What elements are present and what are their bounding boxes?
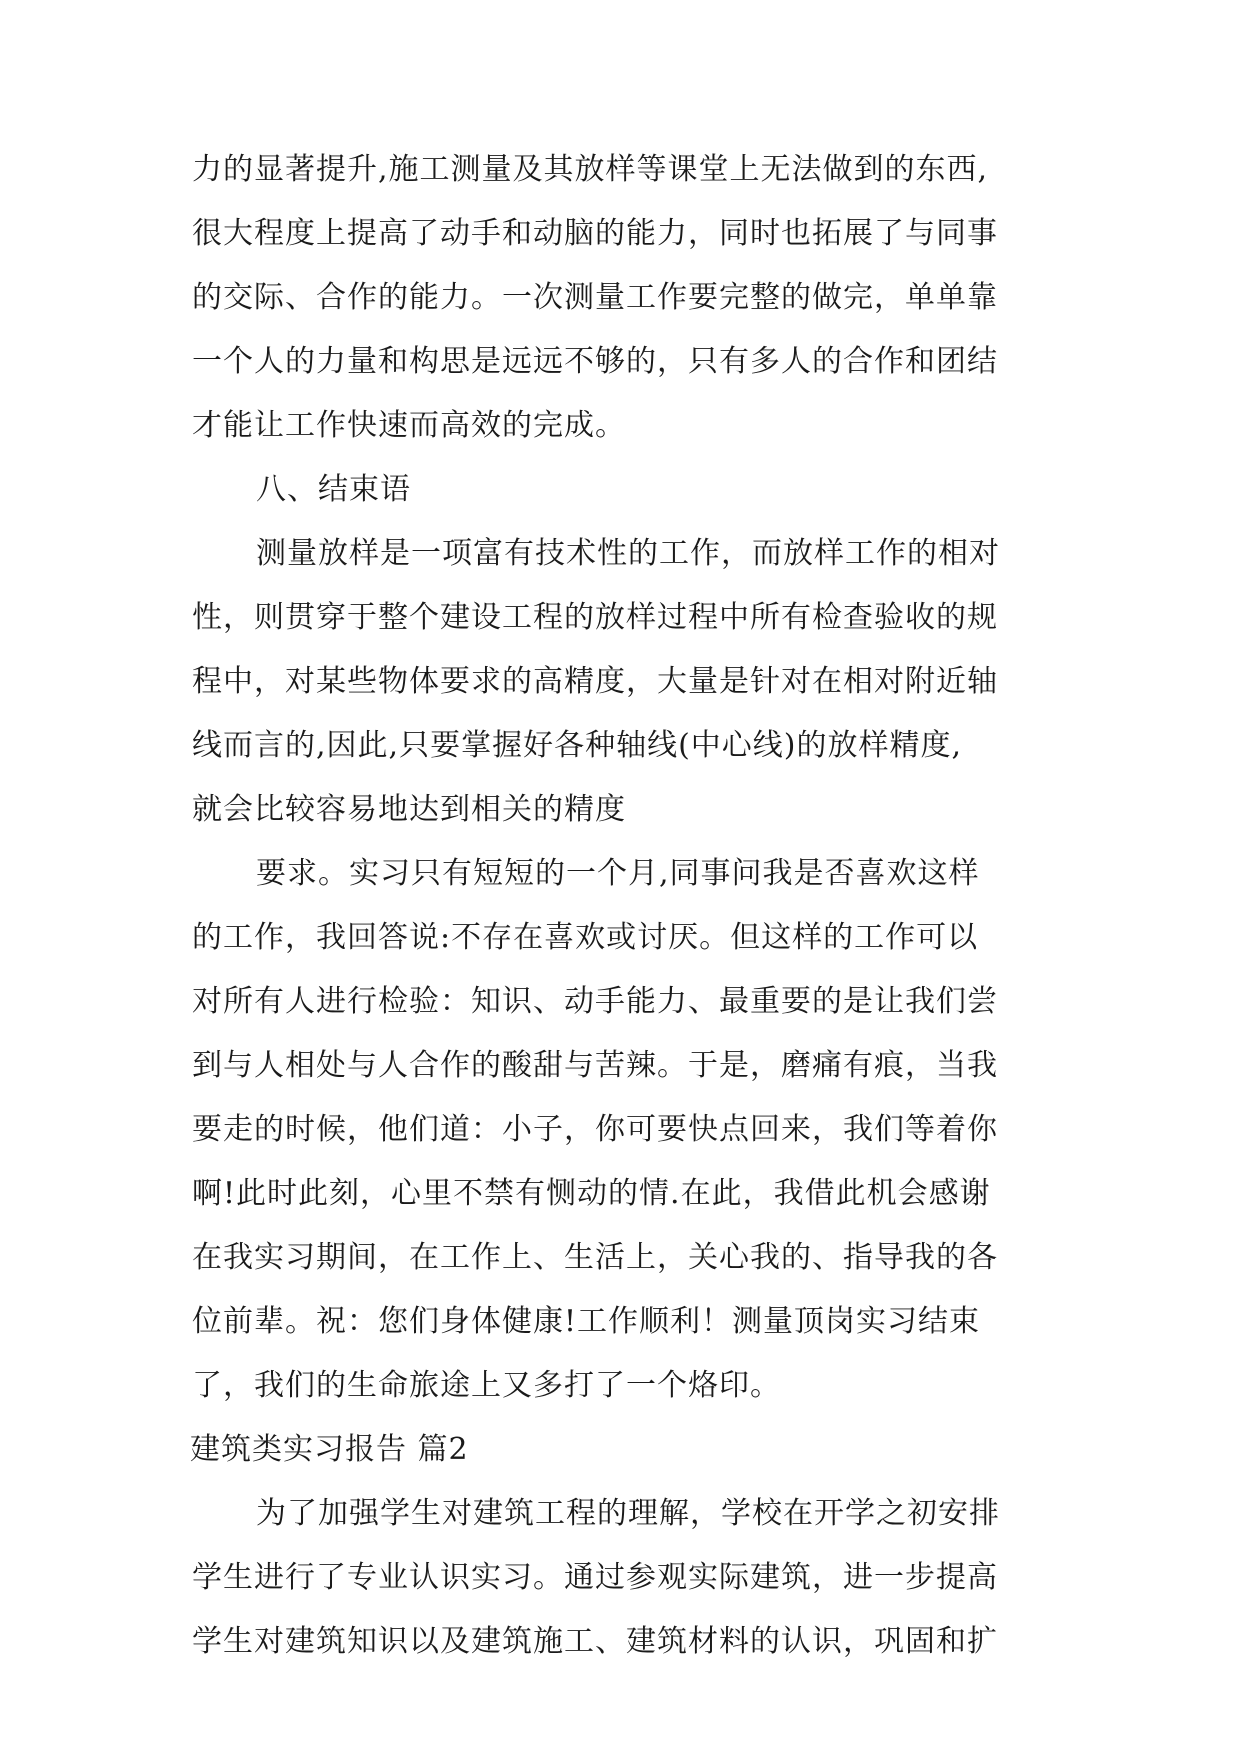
text-line: 到与人相处与人合作的酸甜与苦辣。于是，磨痛有痕，当我 bbox=[192, 1048, 998, 1083]
text-line: 了，我们的生命旅途上又多打了一个烙印。 bbox=[192, 1368, 781, 1403]
text-line: 的工作，我回答说:不存在喜欢或讨厌。但这样的工作可以 bbox=[192, 920, 979, 955]
text-line: 线而言的,因此,只要掌握好各种轴线(中心线)的放样精度, bbox=[192, 728, 963, 763]
text-line: 程中，对某些物体要求的高精度，大量是针对在相对附近轴 bbox=[192, 664, 998, 699]
paragraph-start: 为了加强学生对建筑工程的理解，学校在开学之初安排 bbox=[256, 1496, 1000, 1531]
text-line: 学生进行了专业认识实习。通过参观实际建筑，进一步提高 bbox=[192, 1560, 998, 1595]
section-title: 建筑类实习报告 篇2 bbox=[190, 1432, 469, 1467]
text-line: 对所有人进行检验：知识、动手能力、最重要的是让我们尝 bbox=[192, 984, 998, 1019]
text-line: 性，则贯穿于整个建设工程的放样过程中所有检查验收的规 bbox=[192, 600, 998, 635]
text-line: 在我实习期间，在工作上、生活上，关心我的、指导我的各 bbox=[192, 1240, 998, 1275]
text-line: 学生对建筑知识以及建筑施工、建筑材料的认识，巩固和扩 bbox=[192, 1624, 998, 1659]
text-line: 一个人的力量和构思是远远不够的，只有多人的合作和团结 bbox=[192, 344, 998, 379]
text-line: 位前辈。祝：您们身体健康!工作顺利！测量顶岗实习结束 bbox=[192, 1304, 981, 1339]
text-line: 的交际、合作的能力。一次测量工作要完整的做完，单单靠 bbox=[192, 280, 998, 315]
text-line: 力的显著提升,施工测量及其放样等课堂上无法做到的东西, bbox=[192, 152, 989, 187]
text-line: 很大程度上提高了动手和动脑的能力，同时也拓展了与同事 bbox=[192, 216, 998, 251]
section-heading: 八、结束语 bbox=[256, 472, 411, 507]
paragraph-start: 要求。实习只有短短的一个月,同事问我是否喜欢这样 bbox=[256, 856, 980, 891]
paragraph-start: 测量放样是一项富有技术性的工作，而放样工作的相对 bbox=[256, 536, 1000, 571]
text-line: 就会比较容易地达到相关的精度 bbox=[192, 792, 626, 827]
text-line: 啊!此时此刻，心里不禁有恻动的情.在此，我借此机会感谢 bbox=[192, 1176, 991, 1211]
text-line: 才能让工作快速而高效的完成。 bbox=[192, 408, 626, 443]
text-line: 要走的时候，他们道：小子，你可要快点回来，我们等着你 bbox=[192, 1112, 998, 1147]
